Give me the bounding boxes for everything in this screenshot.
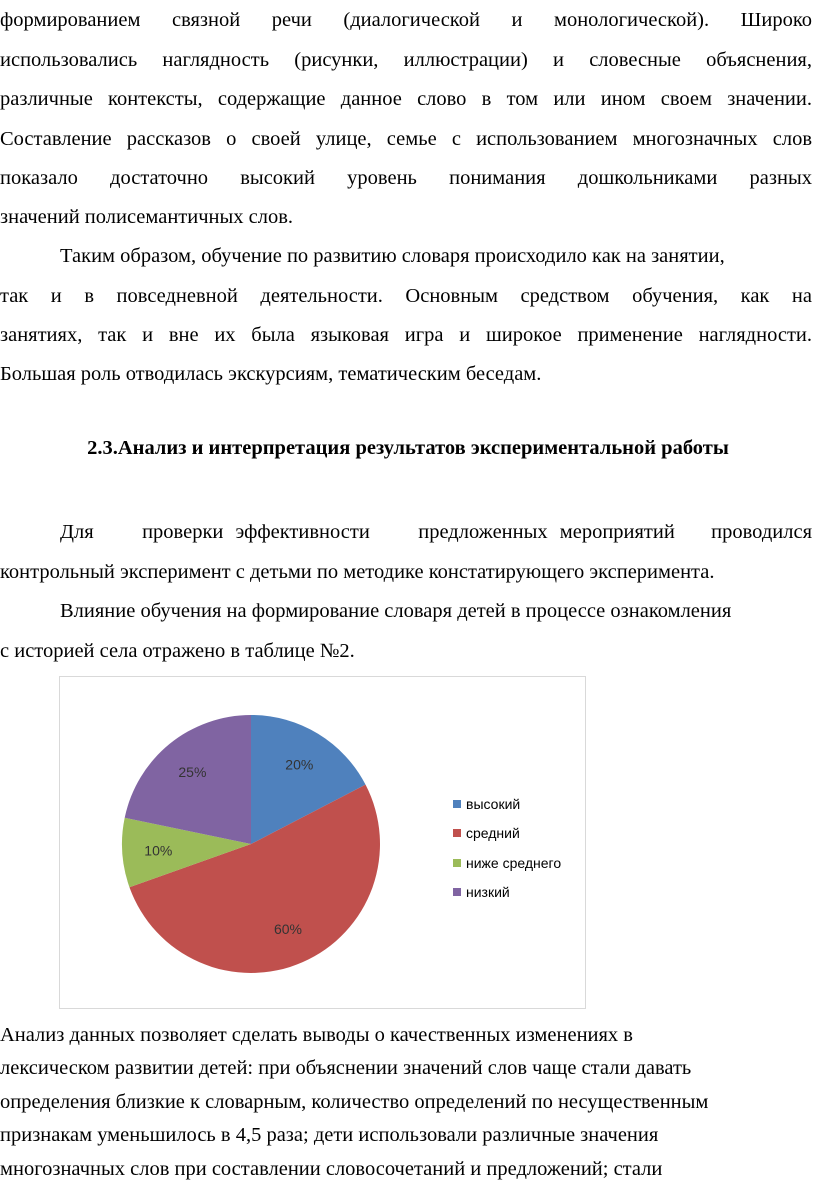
text-line: значений полисемантичных слов. (0, 206, 294, 228)
section-heading: 2.3.Анализ и интерпретация результатов экспериментальной работы (87, 437, 729, 459)
pie-chart (59, 676, 586, 1009)
legend-swatch (453, 859, 461, 867)
pie-data-label: 60% (273, 921, 303, 938)
text-line: формированием связной речи (диалогической и монологической). Широко (0, 9, 812, 31)
legend-item-below-average (453, 848, 561, 878)
paragraph-4-last-line (0, 632, 812, 672)
text-line: показало достаточно высокий уровень понимания дошкольниками разных (0, 167, 812, 189)
legend-label: средний (466, 825, 520, 842)
text-line: Влияние обучения на формирование словаря детей в процессе ознакомления (60, 600, 732, 622)
pie-data-label: 10% (144, 842, 173, 859)
legend-swatch (453, 888, 461, 896)
paragraph-2-last-line (0, 355, 812, 395)
text-line: так и в повседневной деятельности. Основным средством обучения, как на (0, 284, 812, 307)
paragraph-3 (0, 513, 812, 553)
text-line: использовались наглядность (рисунки, иллюстрации) и словесные объяснения, (0, 48, 812, 71)
pie-data-label: 20% (285, 756, 314, 773)
text-line: занятиях, так и вне их была языковая игра и широкое применение наглядности. (0, 324, 812, 346)
text-line: Анализ данных позволяет сделать выводы о качественных изменениях в (0, 1024, 633, 1046)
legend-label: ниже среднего (466, 854, 562, 871)
text-line: с историей села отражено в таблице №2. (0, 640, 355, 662)
legend-swatch (453, 829, 461, 837)
text-line: различные контексты, содержащие данное слово в том или ином своем значении. (0, 88, 812, 110)
text-line: Составление рассказов о своей улице, семье с использованием многозначных слов (0, 127, 812, 150)
text-line: лексическом развитии детей: при объяснении значений слов чаще стали давать (0, 1057, 692, 1080)
text-line: контрольный эксперимент с детьми по методике констатирующего эксперимента. (0, 561, 715, 583)
text-line: Большая роль отводилась экскурсиям, тематическим беседам. (0, 363, 542, 385)
paragraph-1 (0, 1, 812, 199)
legend-swatch (453, 800, 461, 808)
text-line: многозначных слов при составлении словосочетаний и предложений; стали (0, 1157, 663, 1180)
paragraph-3-last-line (0, 553, 812, 593)
text-line: определения близкие к словарным, количество определений по несущественным (0, 1090, 709, 1113)
paragraph-4 (0, 592, 812, 632)
chart-legend (453, 789, 561, 907)
legend-label: низкий (466, 884, 510, 901)
text-line: Для проверки эффективности предложенных мероприятий проводился (60, 521, 812, 543)
legend-item-medium (453, 819, 561, 849)
analysis-paragraph (0, 1019, 816, 1186)
paragraph-1-last-line (0, 198, 812, 238)
legend-item-high (453, 789, 561, 819)
text-line: Таким образом, обучение по развитию словаря происходило как на занятии, (60, 245, 725, 267)
paragraph-2 (0, 237, 812, 356)
legend-label: высокий (466, 795, 521, 812)
legend-item-low (453, 878, 561, 908)
pie-data-label: 25% (178, 764, 207, 780)
text-line: признакам уменьшилось в 4,5 раза; дети использовали различные значения (0, 1124, 659, 1147)
